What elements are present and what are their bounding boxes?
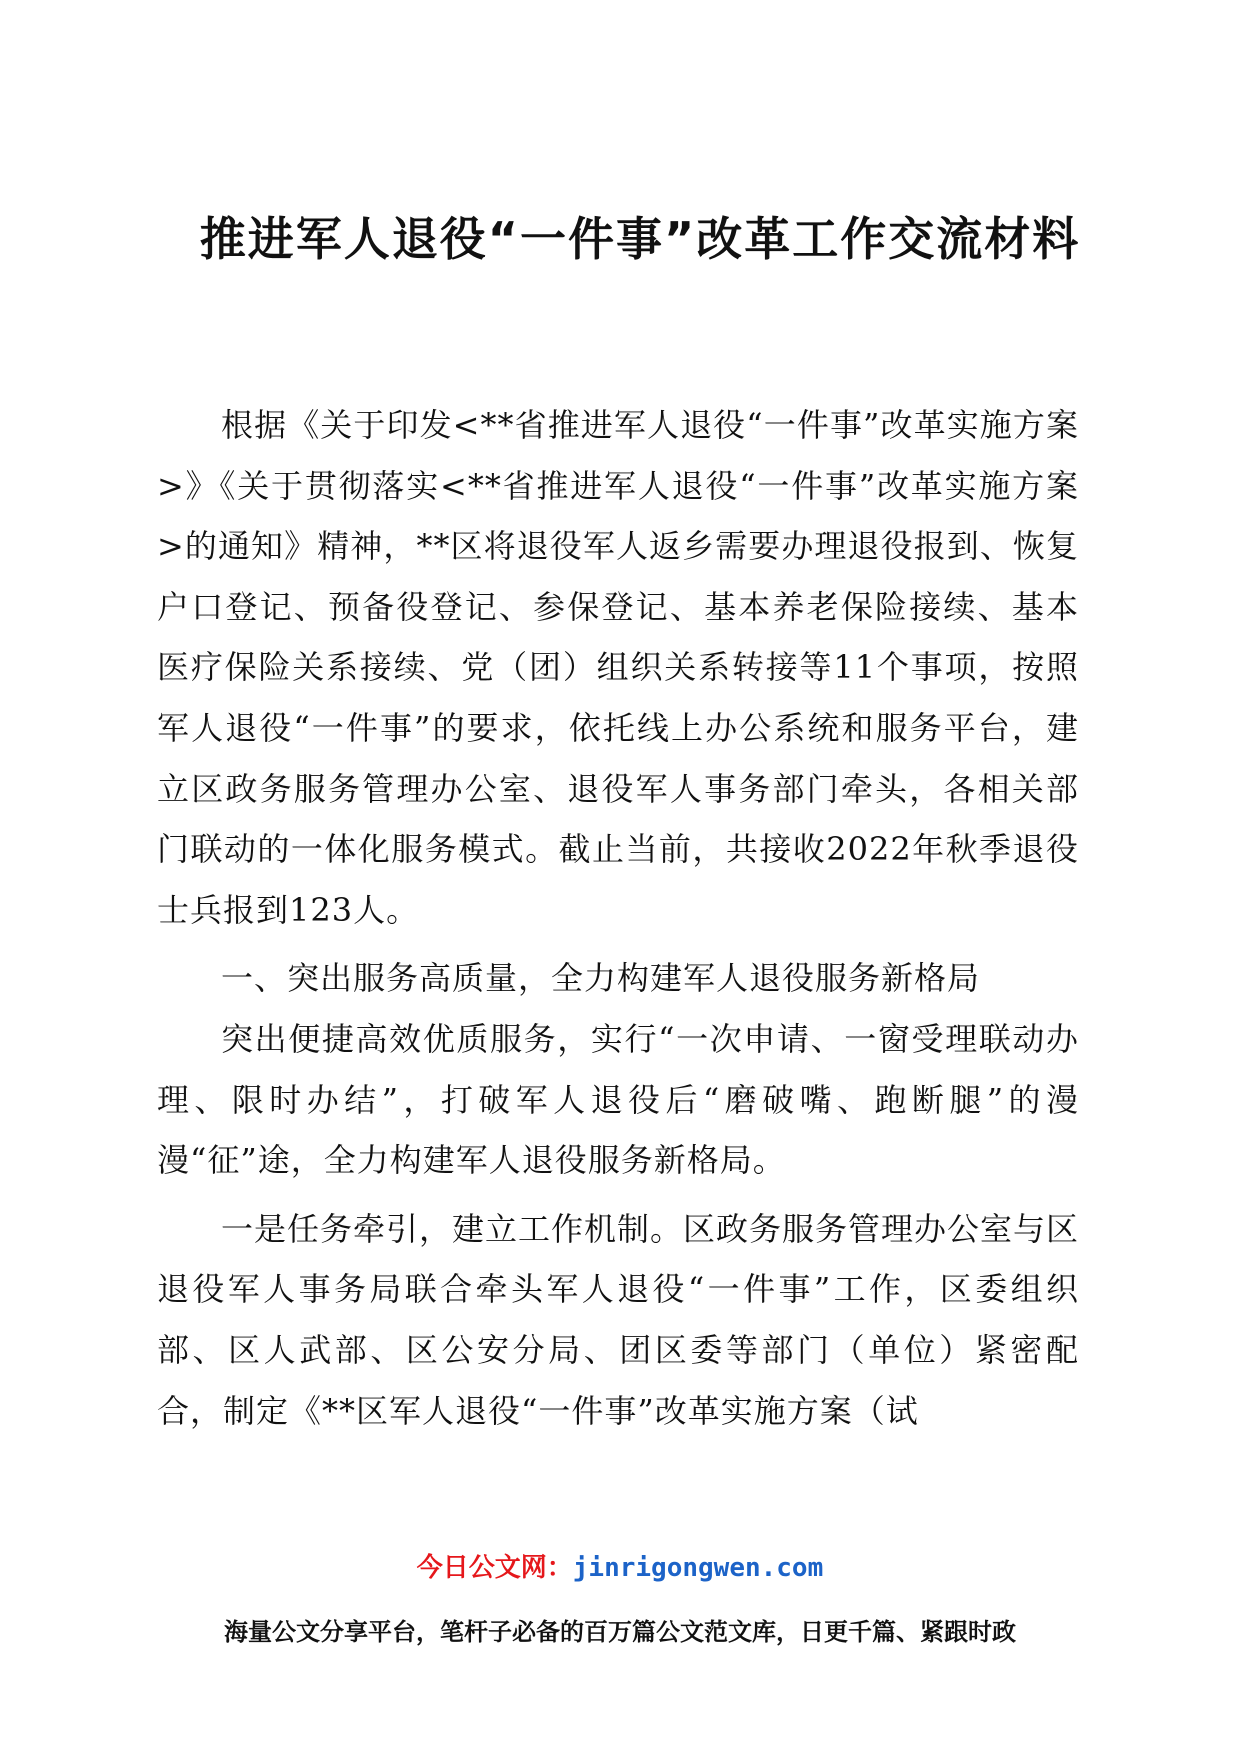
paragraph-point-1: 一是任务牵引，建立工作机制。区政务服务管理办公室与区退役军人事务局联合牵头军人退役“一件事”工作，区委组织部、区人武部、区公安分局、团区委等部门（单位）紧密配合，制定《**区军人退役“一件事”改革实施方案（试 (157, 1209, 1080, 1430)
footer-site-line (0, 1550, 1240, 1586)
footer-slogan: 海量公文分享平台，笔杆子必备的百万篇公文范文库，日更千篇、紧跟时政 (224, 1618, 1016, 1646)
paragraph-section-1: 突出便捷高效优质服务，实行“一次申请、一窗受理联动办理、限时办结”，打破军人退役后“磨破嘴、跑断腿”的漫漫“征”途，全力构建军人退役服务新格局。 (157, 1019, 1079, 1180)
paragraph-intro: 根据《关于印发<**省推进军人退役“一件事”改革实施方案>》《关于贯彻落实<**省推进军人退役“一件事”改革实施方案>的通知》精神，**区将退役军人返乡需要办理退役报到、恢复户口登记、预备役登记、参保登记、基本养老保险接续、基本医疗保险关系接续、党（团）组织关系转接等11个事项，按照军人退役“一件事”的要求，依托线上办公系统和服务平台，建立区政务服务管理办公室、退役军人事务部门牵头，各相关部门联动的一体化服务模式。截止当前，共接收2022年秋季退役士兵报到123人。 (157, 406, 1079, 929)
footer-site-name: 今日公文网： (416, 1553, 573, 1583)
document-body (157, 395, 1079, 1441)
document-title: 推进军人退役“一件事”改革工作交流材料 (199, 212, 1081, 266)
section-heading-1: 一、突出服务高质量，全力构建军人退役服务新格局 (221, 959, 981, 998)
footer-site-url[interactable]: jinrigongwen.com (572, 1553, 824, 1583)
